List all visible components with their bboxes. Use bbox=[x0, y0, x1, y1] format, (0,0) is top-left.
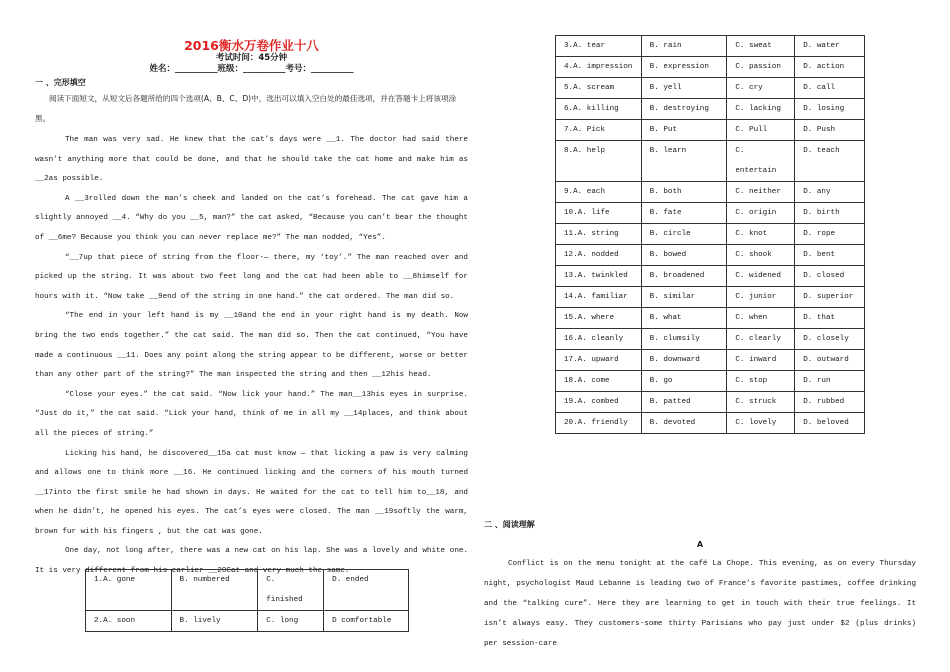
table-row bbox=[556, 99, 865, 120]
option-cell: 17.A. upward bbox=[556, 350, 642, 371]
option-cell: B. clumsily bbox=[641, 329, 727, 350]
option-cell: C. entertain bbox=[727, 141, 795, 182]
option-cell: 8.A. help bbox=[556, 141, 642, 182]
option-cell: D. losing bbox=[795, 99, 865, 120]
option-cell: 18.A. come bbox=[556, 371, 642, 392]
option-cell: C. neither bbox=[727, 182, 795, 203]
option-cell: C. clearly bbox=[727, 329, 795, 350]
passage-paragraph: “Close your eyes.” the cat said. “Now lick your hand.” The man__13his eyes in surprise. “Just do it,” the cat said. “Lick your hand, think of me in all my __14places, and think about all the pieces of string.” bbox=[35, 390, 468, 438]
passage-paragraph: “The end in your left hand is my __10and the end in your right hand is my death. Now bring the two ends together.” the cat said. The man did so. Then the cat continued, “You have made a continuous __11. Does any point along the string appear to be different, worse or better than any other part of the string?” The man inspected the string and then __12his head. bbox=[35, 312, 468, 380]
option-cell: C. widened bbox=[727, 266, 795, 287]
table-row bbox=[556, 78, 865, 99]
option-cell: C. junior bbox=[727, 287, 795, 308]
option-cell: B. lively bbox=[171, 611, 258, 632]
option-cell: 5.A. scream bbox=[556, 78, 642, 99]
option-cell: D. rope bbox=[795, 224, 865, 245]
option-cell: B. fate bbox=[641, 203, 727, 224]
option-cell: B. rain bbox=[641, 36, 727, 57]
option-cell: B. yell bbox=[641, 78, 727, 99]
option-cell: D. outward bbox=[795, 350, 865, 371]
table-row bbox=[556, 287, 865, 308]
option-cell: D. Push bbox=[795, 120, 865, 141]
passage-paragraph: One day, not long after, there was a new cat on his lap. She was a lovely and white one. It is very different from his earlier __20Cat and very much the same. bbox=[35, 547, 468, 576]
table-row bbox=[556, 182, 865, 203]
option-cell: B. Put bbox=[641, 120, 727, 141]
option-cell: 16.A. cleanly bbox=[556, 329, 642, 350]
option-cell: B. both bbox=[641, 182, 727, 203]
option-cell: B. circle bbox=[641, 224, 727, 245]
reading-paragraph: Conflict is on the menu tonight at the café La Chope. This evening, as on every Thursday night, psychologist Maud Lebanne is leading two of France’s favorite pastimes, coffee drinking and the “talking cure”. Here they are learning to get in touch with their true feelings. It isn’t always easy. They customers-some thirty Parisians who pay just under $2 (plus drinks) per session-care bbox=[484, 560, 916, 648]
options-table-left bbox=[85, 569, 409, 632]
option-cell: D. any bbox=[795, 182, 865, 203]
option-cell: D. bent bbox=[795, 245, 865, 266]
option-cell: D. call bbox=[795, 78, 865, 99]
option-cell: C. knot bbox=[727, 224, 795, 245]
option-cell: B. broadened bbox=[641, 266, 727, 287]
table-row bbox=[556, 329, 865, 350]
option-cell: B. learn bbox=[641, 141, 727, 182]
option-cell: 9.A. each bbox=[556, 182, 642, 203]
option-cell: B. destroying bbox=[641, 99, 727, 120]
option-cell: C. long bbox=[258, 611, 324, 632]
table-row bbox=[556, 350, 865, 371]
option-cell: 1.A. gone bbox=[86, 570, 172, 611]
exam-title: 2016衡水万卷作业十八 bbox=[184, 38, 319, 53]
option-cell: B. similar bbox=[641, 287, 727, 308]
option-cell: B. numbered bbox=[171, 570, 258, 611]
table-row bbox=[556, 120, 865, 141]
option-cell: C. cry bbox=[727, 78, 795, 99]
option-cell: 4.A. impression bbox=[556, 57, 642, 78]
option-cell: C. finished bbox=[258, 570, 324, 611]
option-cell: 11.A. string bbox=[556, 224, 642, 245]
table-row bbox=[556, 141, 865, 182]
option-cell: C. lovely bbox=[727, 413, 795, 434]
option-cell: C. Pull bbox=[727, 120, 795, 141]
table-row bbox=[86, 611, 409, 632]
passage-paragraph: Licking his hand, he discovered__15a cat must know — that licking a paw is very calming and allows one to think more __16. He continued licking and the corners of his mouth turned __17into the first smile he had shown in days. He waited for the cat to tell him to__18, and when he didn’t, he opened his eyes. The cat’s eyes were closed. The man __19softly the warm, brown fur with his fingers , but the cat was gone. bbox=[35, 449, 468, 536]
option-cell: D. beloved bbox=[795, 413, 865, 434]
option-cell: D. rubbed bbox=[795, 392, 865, 413]
option-cell: D. superior bbox=[795, 287, 865, 308]
table-row bbox=[556, 36, 865, 57]
table-row bbox=[556, 392, 865, 413]
left-column bbox=[35, 38, 468, 582]
option-cell: 7.A. Pick bbox=[556, 120, 642, 141]
option-cell: B. patted bbox=[641, 392, 727, 413]
option-cell: D. action bbox=[795, 57, 865, 78]
option-cell: B. go bbox=[641, 371, 727, 392]
passage-paragraph: A __3rolled down the man’s cheek and landed on the cat’s forehead. The cat gave him a slightly annoyed __4. “Why do you __5, man?” the cat asked, “Because you can’t bear the thought of __6me? Because you think you can never replace me?” The man nodded, “Yes”. bbox=[35, 194, 468, 242]
option-cell: B. what bbox=[641, 308, 727, 329]
option-cell: B. devoted bbox=[641, 413, 727, 434]
option-cell: D comfortable bbox=[324, 611, 409, 632]
option-cell: 15.A. where bbox=[556, 308, 642, 329]
option-cell: 10.A. life bbox=[556, 203, 642, 224]
option-cell: D. birth bbox=[795, 203, 865, 224]
student-info-line: 姓名：__________班级：__________考号：__________ bbox=[149, 64, 354, 74]
option-cell: B. bowed bbox=[641, 245, 727, 266]
option-cell: C. struck bbox=[727, 392, 795, 413]
passage-paragraph: The man was very sad. He knew that the cat’s days were __1. The doctor had said there wasn’t anything more that could be done, and that he should take the cat home and make him as __2as possible. bbox=[35, 136, 468, 184]
option-cell: C. lacking bbox=[727, 99, 795, 120]
section-heading-reading: 二 、阅读理解 bbox=[484, 520, 535, 529]
table-row bbox=[556, 266, 865, 287]
exam-time: 考试时间：45分钟 bbox=[215, 53, 288, 63]
option-cell: D. ended bbox=[324, 570, 409, 611]
option-cell: D. teach bbox=[795, 141, 865, 182]
option-cell: D. closely bbox=[795, 329, 865, 350]
option-cell: C. passion bbox=[727, 57, 795, 78]
option-cell: 2.A. soon bbox=[86, 611, 172, 632]
section-heading-cloze: 一 、完形填空 bbox=[35, 78, 86, 87]
option-cell: C. when bbox=[727, 308, 795, 329]
table-row bbox=[556, 57, 865, 78]
option-cell: D. closed bbox=[795, 266, 865, 287]
table-row bbox=[86, 570, 409, 611]
option-cell: 3.A. tear bbox=[556, 36, 642, 57]
option-cell: C. stop bbox=[727, 371, 795, 392]
table-row bbox=[556, 371, 865, 392]
option-cell: 19.A. combed bbox=[556, 392, 642, 413]
option-cell: 12.A. nodded bbox=[556, 245, 642, 266]
option-cell: 6.A. killing bbox=[556, 99, 642, 120]
option-cell: C. inward bbox=[727, 350, 795, 371]
table-row bbox=[556, 224, 865, 245]
option-cell: C. shook bbox=[727, 245, 795, 266]
option-cell: 14.A. familiar bbox=[556, 287, 642, 308]
table-row bbox=[556, 245, 865, 266]
option-cell: B. expression bbox=[641, 57, 727, 78]
option-cell: D. that bbox=[795, 308, 865, 329]
options-table-right bbox=[555, 35, 865, 434]
option-cell: D. run bbox=[795, 371, 865, 392]
passage-paragraph: “__7up that piece of string from the floor-— there, my ‘toy’.” The man reached over and picked up the string. It was about two feet long and the cat had been able to __8himself for hours with it. “Now take __9end of the string in one hand.” the cat ordered. The man did so. bbox=[35, 253, 468, 301]
option-cell: C. sweat bbox=[727, 36, 795, 57]
option-cell: 13.A. twinkled bbox=[556, 266, 642, 287]
cloze-passage bbox=[35, 131, 468, 582]
table-row bbox=[556, 203, 865, 224]
cloze-instruction: 阅读下面短文，从短文后各题所给的四个选项(A、B、C、D)中，选出可以填入空白处的最佳选项，并在答题卡上将该项涂黑。 bbox=[35, 94, 457, 123]
table-row bbox=[556, 308, 865, 329]
passage-label: A bbox=[696, 540, 704, 549]
option-cell: B. downward bbox=[641, 350, 727, 371]
option-cell: C. origin bbox=[727, 203, 795, 224]
option-cell: D. water bbox=[795, 36, 865, 57]
reading-section bbox=[484, 518, 916, 654]
table-row bbox=[556, 413, 865, 434]
option-cell: 20.A. friendly bbox=[556, 413, 642, 434]
